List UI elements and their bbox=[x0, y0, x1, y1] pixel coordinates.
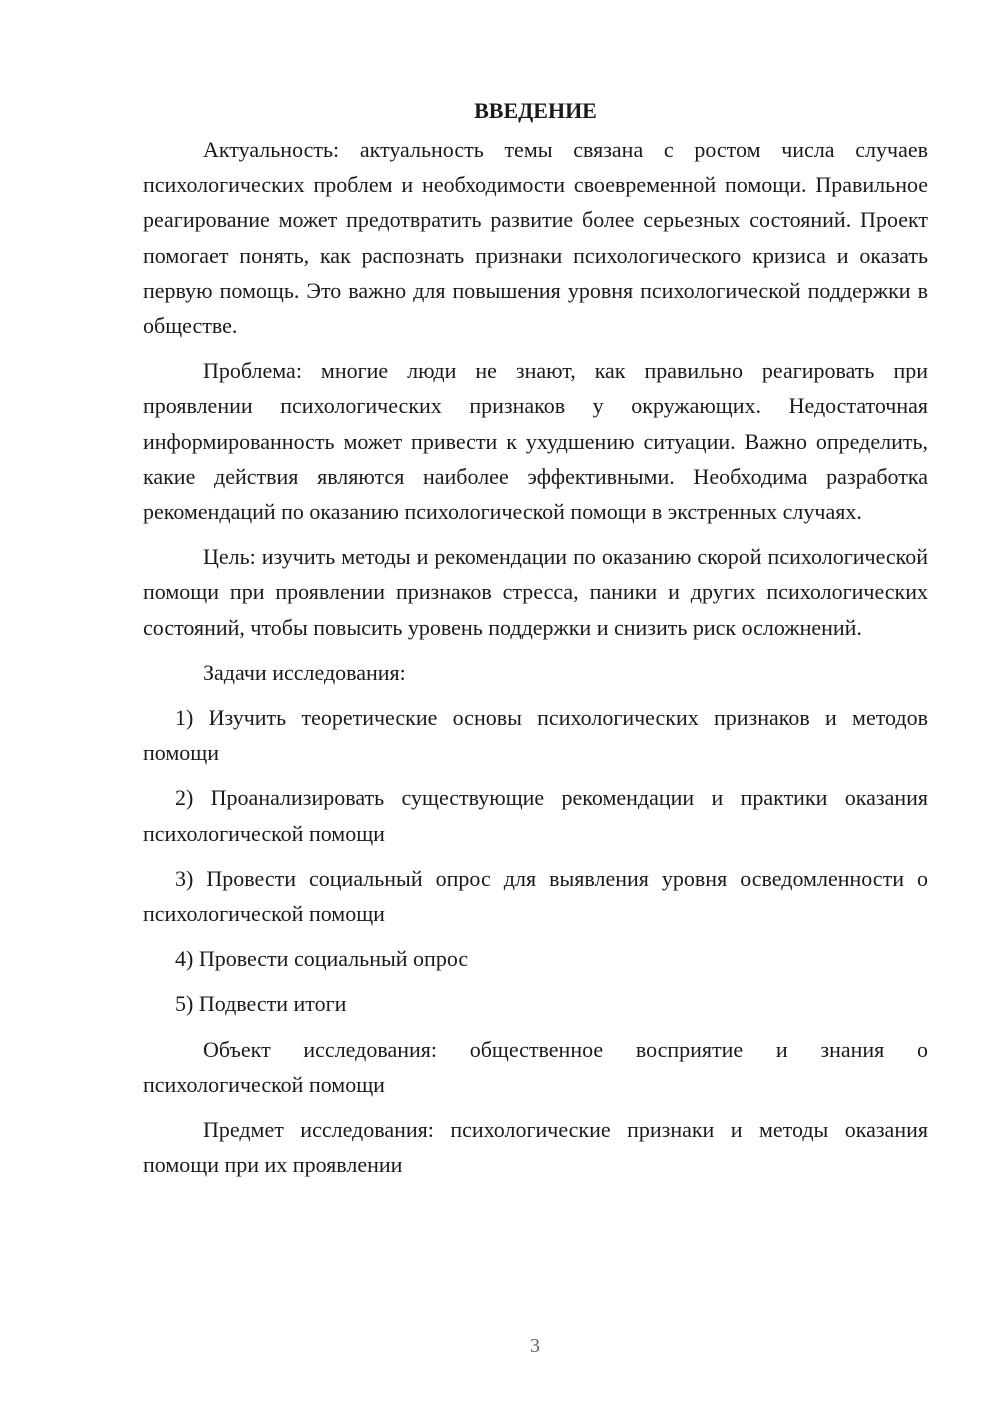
page-number: 3 bbox=[530, 1335, 540, 1357]
paragraph-problem: Проблема: многие люди не знают, как правильно реагировать при проявлении психологических признаков у окружающих. Недостаточная информированность может привести к ухудшению ситуации. Важно определить, какие действия являются наиболее эффективными. Необходима разработка рекомендаций по оказанию психологической помощи в экстренных случаях. bbox=[143, 358, 928, 525]
document-page bbox=[143, 96, 928, 1192]
paragraph-subject: Предмет исследования: психологические признаки и методы оказания помощи при их проявлении bbox=[143, 1117, 928, 1178]
task-item-4: 4) Провести социальный опрос bbox=[175, 946, 469, 972]
task-item-3: 3) Провести социальный опрос для выявления уровня осведомленности о психологической помощи bbox=[143, 865, 928, 927]
paragraph-object: Объект исследования: общественное восприятие и знания о психологической помощи bbox=[143, 1036, 928, 1097]
paragraph-relevance: Актуальность: актуальность темы связана с ростом числа случаев психологических проблем и необходимости своевременной помощи. Правильное реагирование может предотвратить развитие более серьезных состояний. Проект помогает понять, как распознать признаки психологического кризиса и оказать первую помощь. Это важно для повышения уровня психологической поддержки в обществе. bbox=[143, 137, 928, 339]
paragraph-goal: Цель: изучить методы и рекомендации по оказанию скорой психологической помощи при проявлении признаков стресса, паники и других психологических состояний, чтобы повысить уровень поддержки и снизить риск осложнений. bbox=[143, 544, 928, 640]
task-item-5: 5) Подвести итоги bbox=[175, 991, 347, 1017]
document-title: ВВЕДЕНИЕ bbox=[474, 98, 597, 123]
task-item-2: 2) Проанализировать существующие рекомендации и практики оказания психологической помощи bbox=[143, 785, 928, 846]
tasks-heading: Задачи исследования: bbox=[203, 659, 406, 685]
task-item-1: 1) Изучить теоретические основы психологических признаков и методов помощи bbox=[143, 705, 928, 766]
